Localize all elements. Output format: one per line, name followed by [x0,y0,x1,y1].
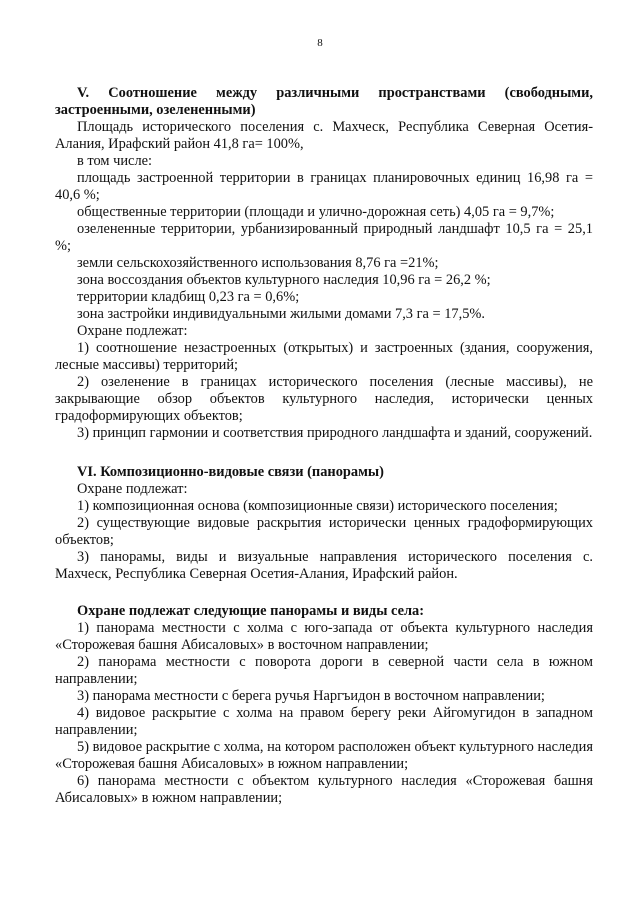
paragraph: Охране подлежат: [77,323,188,339]
list-item: 1) панорама местности с холма с юго-запада от объекта культурного наследия «Сторожевая башня Абисаловых» в восточном направлении; [55,620,593,653]
paragraph: Охране подлежат: [77,481,188,497]
paragraph: общественные территории (площади и улично-дорожная сеть) 4,05 га = 9,7%; [77,204,555,220]
paragraph: 2) озеленение в границах исторического поселения (лесные массивы), не закрывающие обзор объектов культурного наследия, исторически ценных градоформирующих объектов; [55,374,593,424]
list-item: 4) видовое раскрытие с холма на правом берегу реки Айгомугидон в западном направлении; [55,705,593,738]
paragraph: земли сельскохозяйственного использования 8,76 га =21%; [77,255,439,271]
list-item: 3) панорама местности с берега ручья Наргъидон в восточном направлении; [77,688,545,704]
paragraph: 3) панорамы, виды и визуальные направления исторического поселения с. Махческ, Республика Северная Осетия-Алания, Ирафский район. [55,549,593,582]
section-gap [55,442,593,464]
paragraph: зона застройки индивидуальными жилыми домами 7,3 га = 17,5%. [77,306,485,322]
paragraph: территории кладбищ 0,23 га = 0,6%; [77,289,300,305]
panoramas-heading: Охране подлежат следующие панорамы и виды села: [77,603,425,619]
section-5-heading: V. Соотношение между различными пространствами (свободными, застроенными, озелененными) [55,85,593,118]
list-item: 5) видовое раскрытие с холма, на котором расположен объект культурного наследия «Сторожевая башня Абисаловых» в южном направлении; [55,739,593,772]
list-item: 6) панорама местности с объектом культурного наследия «Сторожевая башня Абисаловых» в южном направлении; [55,773,593,806]
paragraph: Площадь исторического поселения с. Махческ, Республика Северная Осетия-Алания, Ирафский район 41,8 га= 100%, [55,119,593,152]
paragraph: 2) существующие видовые раскрытия исторически ценных градоформирующих объектов; [55,515,593,548]
paragraph: 1) соотношение незастроенных (открытых) и застроенных (здания, сооружения, лесные массивы) территорий; [55,340,593,373]
paragraph: зона воссоздания объектов культурного наследия 10,96 га = 26,2 %; [77,272,491,288]
paragraph: площадь застроенной территории в границах планировочных единиц 16,98 га = 40,6 %; [55,170,593,203]
section-6-heading: VI. Композиционно-видовые связи (панорамы) [77,464,384,480]
paragraph: озелененные территории, урбанизированный природный ландшафт 10,5 га = 25,1 %; [55,221,593,254]
paragraph: 1) композиционная основа (композиционные связи) исторического поселения; [77,498,558,514]
list-item: 2) панорама местности с поворота дороги в северной части села в южном направлении; [55,654,593,687]
paragraph: 3) принцип гармонии и соответствия природного ландшафта и зданий, сооружений. [77,425,593,441]
section-gap [55,583,593,603]
page-number: 8 [317,37,323,49]
paragraph: в том числе: [77,153,153,169]
page-content [55,85,593,807]
